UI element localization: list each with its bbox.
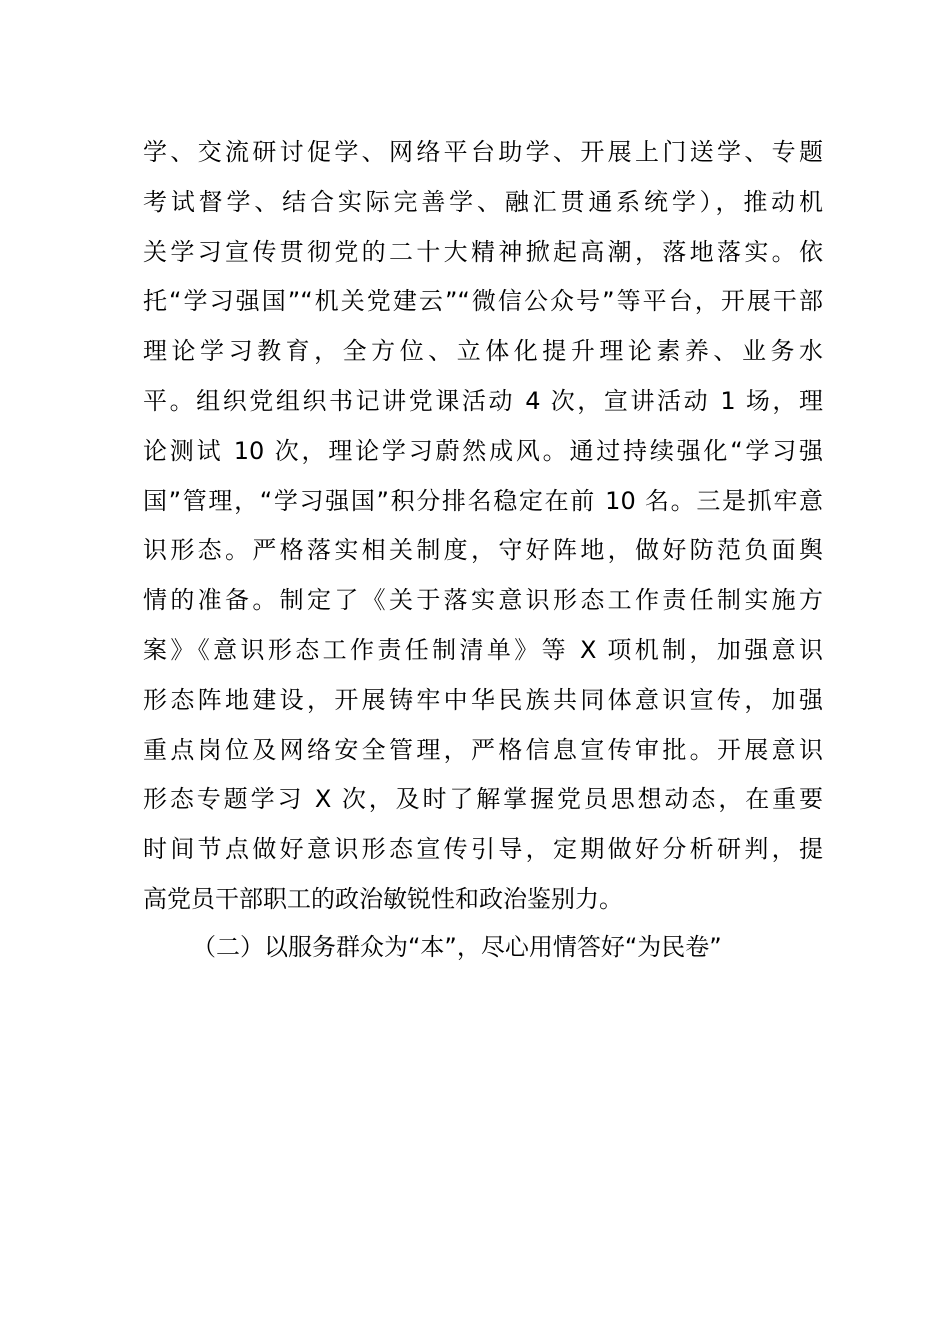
paragraph-line: 论测试 10 次，理论学习蔚然成风。通过持续强化“学习强: [143, 436, 823, 465]
paragraph-line: 重点岗位及网络安全管理，严格信息宣传审批。开展意识: [143, 735, 823, 764]
paragraph-line: 学、交流研讨促学、网络平台助学、开展上门送学、专题: [143, 138, 823, 166]
paragraph-line: 形态专题学习 X 次，及时了解掌握党员思想动态，在重要: [143, 785, 823, 814]
paragraph-line: 平。组织党组织书记讲党课活动 4 次，宣讲活动 1 场，理: [143, 386, 823, 415]
paragraph-line: 情的准备。制定了《关于落实意识形态工作责任制实施方: [143, 586, 823, 615]
paragraph-line: 时间节点做好意识形态宣传引导，定期做好分析研判，提: [143, 835, 823, 864]
paragraph-line: 识形态。严格落实相关制度，守好阵地，做好防范负面舆: [143, 536, 823, 565]
paragraph-line: 高党员干部职工的政治敏锐性和政治鉴别力。: [143, 884, 623, 913]
paragraph-line: 关学习宣传贯彻党的二十大精神掀起高潮，落地落实。依: [143, 237, 823, 266]
body-paragraph: [143, 128, 823, 925]
paragraph-line: 案》《意识形态工作责任制清单》等 X 项机制，加强意识: [143, 635, 823, 664]
paragraph-line: 托“学习强国”“机关党建云”“微信公众号”等平台，开展干部: [143, 287, 823, 316]
paragraph-line: 国”管理，“学习强国”积分排名稳定在前 10 名。三是抓牢意: [143, 486, 823, 515]
paragraph-line: 考试督学、结合实际完善学、融汇贯通系统学），推动机: [143, 187, 823, 216]
paragraph-line: 形态阵地建设，开展铸牢中华民族共同体意识宣传，加强: [143, 685, 823, 714]
section-heading: （二）以服务群众为“本”，尽心用情答好“为民卷”: [192, 933, 722, 961]
paragraph-line: 理论学习教育，全方位、立体化提升理论素养、业务水: [143, 337, 823, 366]
